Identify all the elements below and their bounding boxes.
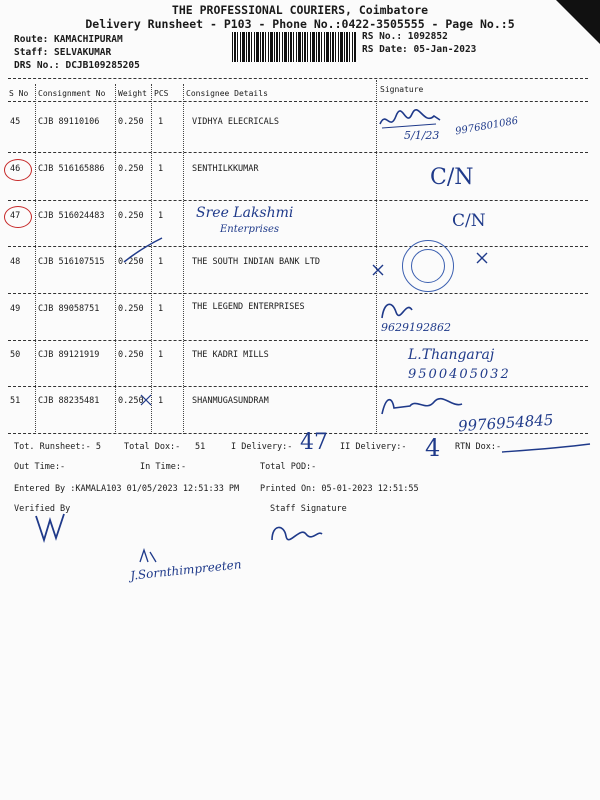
row-consignment: CJB 516024483 xyxy=(38,211,105,221)
row-pcs: 1 xyxy=(158,257,164,267)
entered-by: Entered By :KAMALA103 01/05/2023 12:51:33 PM xyxy=(14,484,240,494)
staff-label: Staff: SELVAKUMAR xyxy=(14,47,112,58)
row-consignee: THE LEGEND ENTERPRISES xyxy=(192,302,305,312)
signature-scribble xyxy=(378,296,418,324)
ii-delivery-value: 4 xyxy=(425,434,441,462)
row-pcs: 1 xyxy=(158,164,164,174)
col-separator xyxy=(183,84,184,434)
in-time-label: In Time:- xyxy=(140,462,187,472)
col-consignment: Consignment No xyxy=(38,89,106,98)
row-sno: 48 xyxy=(10,257,21,267)
row-divider xyxy=(8,386,588,387)
col-separator xyxy=(115,84,116,434)
row-consignee: SENTHILKKUMAR xyxy=(192,164,259,174)
col-sno: S No xyxy=(9,89,29,98)
row-divider xyxy=(8,293,588,294)
col-pcs: PCS xyxy=(154,89,169,98)
rtn-dox-dash-mark xyxy=(500,442,592,456)
row-consignment: CJB 88235481 xyxy=(38,396,100,406)
row-consignment: CJB 89121919 xyxy=(38,350,100,360)
row49-handwritten-phone: 9629192862 xyxy=(381,321,451,334)
total-dox-value: 51 xyxy=(195,442,206,452)
cross-mark xyxy=(474,250,490,266)
staff-signature-scribble xyxy=(266,520,326,548)
total-runsheet: Tot. Runsheet:- 5 xyxy=(14,442,101,452)
row50-handwritten-phone: 9500405032 xyxy=(408,367,511,382)
weight-strike-mark xyxy=(120,236,168,266)
bank-stamp xyxy=(402,240,454,292)
row-weight: 0.250 xyxy=(118,350,144,360)
row-sno: 51 xyxy=(10,396,21,406)
row50-handwritten-name: L.Thangaraj xyxy=(408,347,495,363)
row-pcs: 1 xyxy=(158,117,164,127)
ii-delivery-label: II Delivery:- xyxy=(340,442,407,452)
row-sno: 50 xyxy=(10,350,21,360)
total-dox-label: Total Dox:- xyxy=(124,442,181,452)
col-consignee: Consignee Details xyxy=(186,89,268,98)
row-weight: 0.250 xyxy=(118,117,144,127)
row-sno: 49 xyxy=(10,304,21,314)
signature-scribble xyxy=(376,394,466,420)
row-weight: 0.250 xyxy=(118,164,144,174)
row-pcs: 1 xyxy=(158,304,164,314)
row-divider xyxy=(8,433,588,434)
row-weight: 0.250 xyxy=(118,304,144,314)
row-sno: 46 xyxy=(10,164,21,174)
row46-cn-note: C/N xyxy=(430,165,474,190)
row-consignee: SHANMUGASUNDRAM xyxy=(192,396,269,406)
row-divider xyxy=(8,246,588,247)
verified-by-label: Verified By xyxy=(14,504,71,514)
staff-signature-label: Staff Signature xyxy=(270,504,347,514)
row47-handwritten-name: Sree Lakshmi xyxy=(196,205,294,221)
row-divider xyxy=(8,200,588,201)
row-consignment: CJB 89110106 xyxy=(38,117,100,127)
row-weight: 0.250 xyxy=(118,211,144,221)
row-sno: 45 xyxy=(10,117,21,127)
rs-date: RS Date: 05-Jan-2023 xyxy=(362,44,477,55)
runsheet-title: Delivery Runsheet - P103 - Phone No.:0422-3505555 - Page No.:5 xyxy=(85,17,515,31)
row45-handwritten-date: 5/1/23 xyxy=(404,129,440,142)
cross-mark xyxy=(138,392,154,408)
row-divider xyxy=(8,340,588,341)
col-weight: Weight xyxy=(118,89,147,98)
company-title: THE PROFESSIONAL COURIERS, Coimbatore xyxy=(171,3,429,17)
row-weight: 0.250 xyxy=(118,257,144,267)
row-weight: 0.250 xyxy=(118,396,144,406)
col-signature: Signature xyxy=(380,85,424,94)
verifier-handwritten-name: J.Sornthimpreeten xyxy=(129,557,243,583)
initial-mark xyxy=(136,548,160,566)
row-consignment: CJB 516107515 xyxy=(38,257,105,267)
row51-handwritten-phone: 9976954845 xyxy=(457,410,554,436)
barcode xyxy=(232,32,356,62)
row-consignment: CJB 89058751 xyxy=(38,304,100,314)
row45-handwritten-phone: 9976801086 xyxy=(454,115,520,138)
total-pod-label: Total POD:- xyxy=(260,462,317,472)
row-consignee: THE KADRI MILLS xyxy=(192,350,269,360)
rtn-dox-label: RTN Dox:- xyxy=(455,442,502,452)
printed-on: Printed On: 05-01-2023 12:51:55 xyxy=(260,484,419,494)
i-delivery-label: I Delivery:- xyxy=(231,442,293,452)
row-pcs: 1 xyxy=(158,396,164,406)
drs-number: DRS No.: DCJB109285205 xyxy=(14,60,140,71)
column-header-divider xyxy=(8,101,588,102)
row-consignment: CJB 516165886 xyxy=(38,164,105,174)
verifier-signature xyxy=(30,510,70,546)
row47-handwritten-name2: Enterprises xyxy=(220,224,280,235)
out-time-label: Out Time:- xyxy=(14,462,66,472)
row-consignee: THE SOUTH INDIAN BANK LTD xyxy=(192,257,320,267)
rs-number: RS No.: 1092852 xyxy=(362,31,448,42)
col-separator xyxy=(35,84,36,434)
row-sno: 47 xyxy=(10,211,21,221)
row-pcs: 1 xyxy=(158,211,164,221)
header-divider xyxy=(8,78,588,79)
cross-mark xyxy=(370,262,386,278)
i-delivery-value: 47 xyxy=(300,430,328,455)
row-pcs: 1 xyxy=(158,350,164,360)
row-consignee: VIDHYA ELECRICALS xyxy=(192,117,279,127)
row47-cn-note: C/N xyxy=(452,211,486,231)
route-label: Route: KAMACHIPURAM xyxy=(14,34,123,45)
row-divider xyxy=(8,152,588,153)
